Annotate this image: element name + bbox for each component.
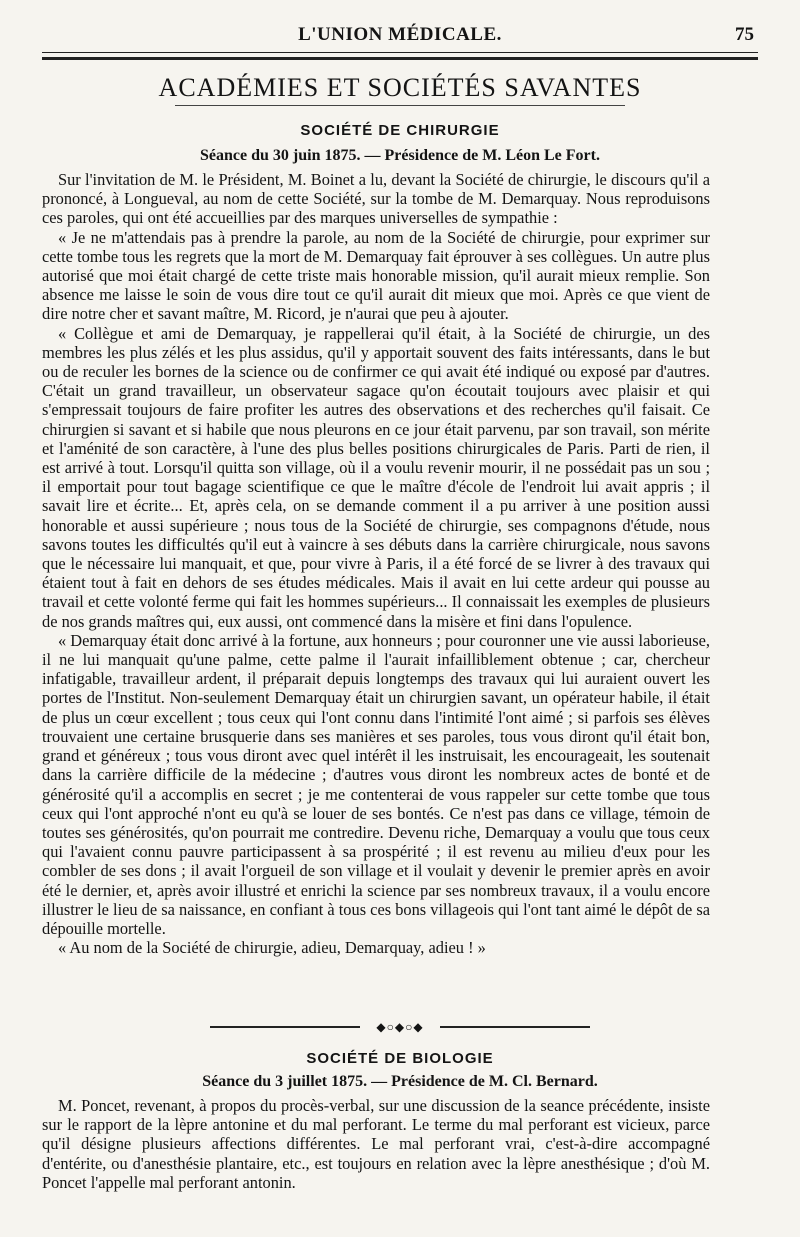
society-chirurgie-session: Séance du 30 juin 1875. — Présidence de M. Léon Le Fort. [200, 147, 600, 164]
society-biologie-text [42, 1096, 710, 1192]
running-header [42, 20, 758, 48]
divider-ornament-glyph: ◆○◆○◆ [376, 1020, 424, 1034]
paragraph: « Au nom de la Société de chirurgie, adieu, Demarquay, adieu ! » [58, 938, 486, 958]
paragraph: « Je ne m'attendais pas à prendre la parole, au nom de la Société de chirurgie, pour exprimer sur cette tombe tous les regrets que la mort de M. Demarquay fait éprouver à ses collègues. Un autre plus autorisé que moi était chargé de cette triste mais honorable mission, qu'il aurait mieux remplie. Son absence me laisse le soin de vous dire tout ce qu'il aurait dit mieux que moi. Après ce que vient de dire notre cher et savant maître, M. Ricord, je n'aurai que peu à ajouter. [42, 227, 710, 324]
society-chirurgie-text [42, 170, 710, 957]
society-chirurgie-heading: SOCIÉTÉ DE CHIRURGIE [300, 122, 500, 139]
header-rule-thin [42, 52, 758, 53]
journal-title: L'UNION MÉDICALE. [298, 24, 502, 45]
divider-line-left [210, 1026, 360, 1028]
paragraph: M. Poncet, revenant, à propos du procès-verbal, sur une discussion de la seance précédente, insiste sur le rapport de la lèpre antonine et du mal perforant. Le terme du mal perforant est vicieux, parce qu'il désigne plusieurs affections différentes. Le mal perforant vrai, c'est-à-dire accompagné d'entérite, ou d'anesthésie plantaire, etc., est toujours en relation avec la lèpre anesthésique ; d'où M. Poncet l'appelle mal perforant antonin. [42, 1096, 710, 1192]
section-title-rule [175, 105, 625, 106]
paragraph: « Demarquay était donc arrivé à la fortune, aux honneurs ; pour couronner une vie aussi laborieuse, il ne lui manquait qu'une palme, cette palme il l'aurait infailliblement obtenue ; car, chercheur infatigable, travailleur ardent, il préparait depuis longtemps des travaux qui lui auraient ouvert les portes de l'Institut. Non-seulement Demarquay était un chirurgien savant, un opérateur habile, il était de plus un cœur excellent ; tous ceux qui l'ont connu dans l'intimité l'ont aimé ; si parfois ses élèves trouvaient une certaine brusquerie dans ses manières et ses paroles, tous vous diront qu'il était bon, grand et généreux ; tous vous diront avec quel intérêt il les instruisait, les encourageait, les soutenait dans la carrière difficile de la médecine ; d'autres vous diront les nombreux actes de bonté et de générosité qu'il a accomplis en secret ; je me contenterai de vous rappeler sur cette tombe que tous ceux qui l'ont approché n'ont eu qu'à se louer de ses bontés. Ce n'est pas dans ce village, témoin de toutes ses générosités, qu'on pourrait me contredire. Devenu riche, Demarquay a voulu que tous ceux qui l'avaient connu pauvre participassent à sa prospérité ; il est revenu au milieu d'eux pour les combler de ses dons ; il avait l'orgueil de son village et il voulait y devenir le premier après en avoir été le dernier, et, après avoir illustré et enrichi la science par ses nombreux travaux, il a voulu encore illustrer le lieu de sa naissance, en confiant à tous ces bons villageois qui l'ont tant aimé le dépôt de sa dépouille mortelle. [42, 630, 710, 938]
paragraph: « Collègue et ami de Demarquay, je rappellerai qu'il était, à la Société de chirurgie, un des membres les plus zélés et les plus assidus, qu'il y apportait souvent des faits intéressants, dans le but ou de reculer les bornes de la science ou de confirmer ce qui avait été indiqué ou exposé par d'autres. C'était un grand travailleur, un observateur sagace qu'on écoutait toujours avec plaisir et qui s'empressait toujours de faire profiter les autres des observations et des recherches qu'il faisait. Ce chirurgien si savant et si habile que nous pleurons en ce jour était parvenu, par son travail, son mérite et l'aménité de son caractère, à l'une des plus belles positions chirurgicales de Paris. Parti de rien, il est arrivé à tout. Lorsqu'il quitta son village, où il a voulu revenir mourir, il ne possédait pas un sou ; il emportait pour tout bagage scientifique ce que le maître d'école de l'endroit lui avait appris ; il savait lire et écrite... Et, après cela, on se demande comment il a pu arriver à une position aussi honorable et aussi supérieure ; nous tous de la Société de chirurgie, ses compagnons d'étude, nous savons toutes les difficultés qu'il eut à vaincre à ses débuts dans la carrière chirurgicale, nous savons que le nécessaire lui manquait, et que, pour vivre à Paris, il a été forcé de se livrer à des travaux qui étaient tout à fait en dehors de ses études médicales. Mais il avait en lui cette ardeur qui pousse au travail et cette volonté ferme qui fait les hommes supérieurs... Il connaissait les exemples de plusieurs de nos grands maîtres qui, eux aussi, ont commencé dans la misère et fini dans l'opulence. [42, 323, 710, 631]
society-biologie-heading: SOCIÉTÉ DE BIOLOGIE [306, 1050, 494, 1067]
paragraph: Sur l'invitation de M. le Président, M. Boinet a lu, devant la Société de chirurgie, le discours qu'il a prononcé, à Longueval, au nom de cette Société, sur la tombe de M. Demarquay. Nous reproduisons ces paroles, qui ont été accueillies par des marques universelles de sympathie : [42, 170, 710, 228]
page-number: 75 [735, 24, 754, 45]
section-divider-ornament [210, 1020, 590, 1034]
society-biologie-session: Séance du 3 juillet 1875. — Présidence de M. Cl. Bernard. [202, 1073, 598, 1090]
section-title: ACADÉMIES ET SOCIÉTÉS SAVANTES [158, 73, 642, 102]
header-rule-thick [42, 57, 758, 60]
divider-line-right [440, 1026, 590, 1028]
